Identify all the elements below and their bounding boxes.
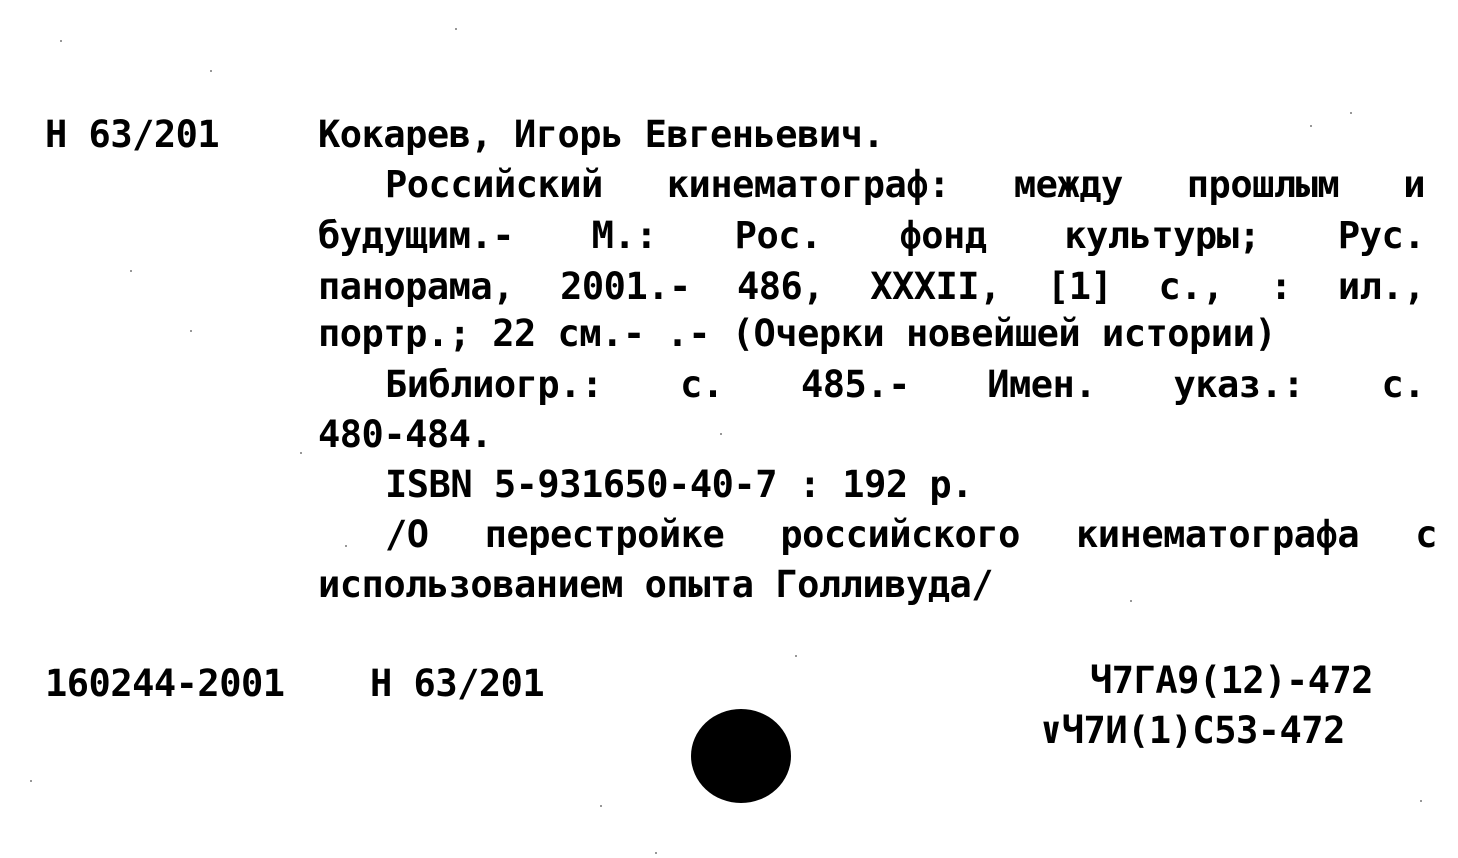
call-number: Н 63/201 — [45, 113, 220, 156]
scan-speck — [795, 655, 797, 657]
author-heading: Кокарев, Игорь Евгеньевич. — [318, 113, 885, 156]
inventory-number: 160244-2001 — [45, 662, 285, 705]
annotation-line-2: использованием опыта Голливуда/ — [318, 563, 994, 606]
classification-index-1: Ч7ГА9(12)-472 — [1090, 659, 1374, 702]
scan-speck — [130, 270, 132, 272]
title-line-2: будущим.- М.: Рос. фонд культуры; Рус. — [318, 214, 1425, 257]
title-line-1: Российский кинематограф: между прошлым и — [385, 163, 1425, 206]
scan-speck — [455, 28, 457, 30]
scan-speck — [600, 805, 602, 807]
note-line-2: 480-484. — [318, 413, 493, 456]
scan-speck — [60, 40, 62, 42]
title-line-3: панорама, 2001.- 486, XXXII, [1] с., : ил., — [318, 265, 1425, 308]
scan-speck — [210, 70, 212, 72]
scan-speck — [1130, 600, 1132, 602]
title-line-4: портр.; 22 см.- .- (Очерки новейшей истории) — [318, 312, 1277, 355]
scan-speck — [1420, 800, 1422, 802]
scan-speck — [655, 852, 657, 854]
scan-speck — [1310, 125, 1312, 127]
scan-speck — [190, 330, 192, 332]
classification-index-2: ∨Ч7И(1)С53-472 — [1040, 709, 1345, 752]
scan-speck — [345, 545, 347, 547]
scan-speck — [720, 433, 722, 435]
note-line-1: Библиогр.: с. 485.- Имен. указ.: с. — [385, 363, 1425, 406]
scan-speck — [300, 452, 302, 454]
scan-speck — [30, 780, 32, 782]
scan-speck — [1350, 112, 1352, 114]
isbn-line: ISBN 5-931650-40-7 : 192 р. — [385, 463, 973, 506]
footer-call-number: Н 63/201 — [370, 662, 545, 705]
annotation-line-1: /О перестройке российского кинематографа с — [385, 513, 1437, 556]
punch-hole — [691, 709, 791, 803]
